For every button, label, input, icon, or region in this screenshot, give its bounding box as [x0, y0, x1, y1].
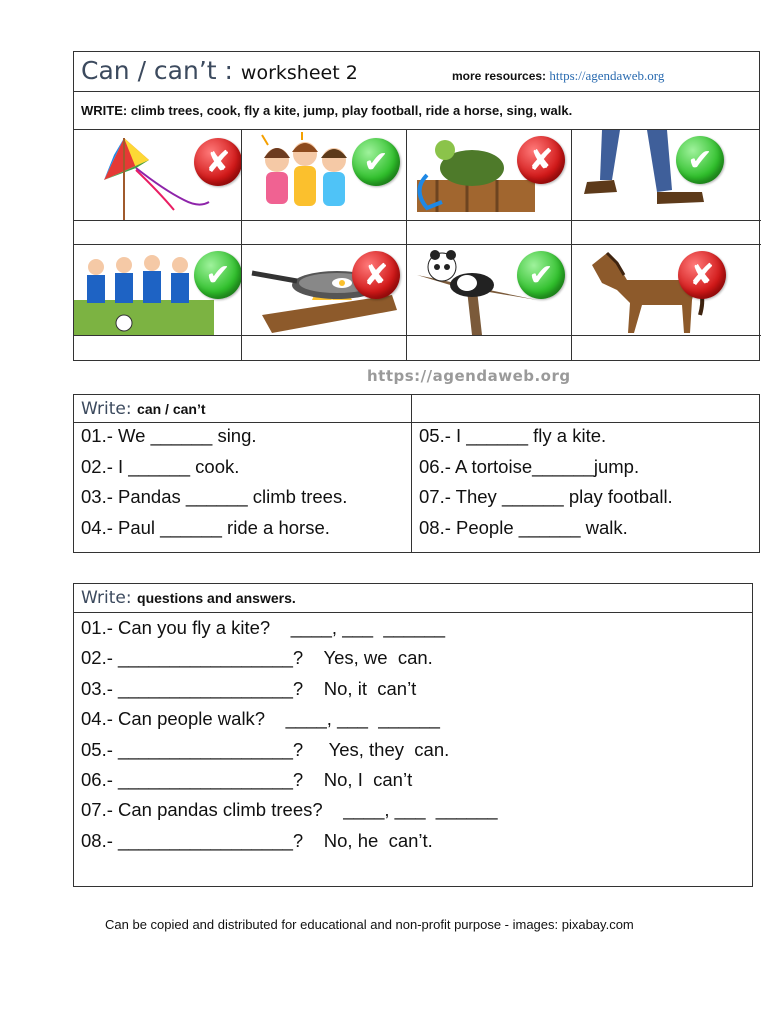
- horse-icon: [572, 245, 761, 336]
- exercise-sentence[interactable]: 04.- Paul ______ ride a horse.: [81, 516, 330, 538]
- exercise-sentence[interactable]: 06.- A tortoise______jump.: [419, 455, 640, 477]
- picture-grid: [74, 130, 759, 360]
- title-subtitle: worksheet 2: [240, 62, 358, 84]
- questions-answers-exercise: [73, 583, 753, 887]
- answer-blank[interactable]: [74, 221, 242, 245]
- picture-cell-football: [74, 245, 242, 336]
- can-cant-body: [74, 423, 759, 552]
- write-label: Write:: [81, 588, 132, 608]
- title-row: [74, 52, 759, 92]
- answer-blank[interactable]: [242, 336, 407, 360]
- qa-topic: questions and answers.: [137, 590, 296, 606]
- write-label: Write:: [81, 399, 132, 419]
- watermark: https://agendaweb.org: [367, 367, 571, 385]
- qa-body: [74, 613, 752, 860]
- can-cant-header: [74, 395, 759, 423]
- qa-line[interactable]: 02.- _________________? Yes, we can.: [81, 647, 433, 669]
- answer-blank[interactable]: [74, 336, 242, 360]
- cross-mark-icon: ✘: [678, 251, 726, 299]
- can-cant-left-column: [74, 423, 412, 552]
- can-cant-exercise: [73, 394, 760, 553]
- qa-line[interactable]: 05.- _________________? Yes, they can.: [81, 738, 450, 760]
- qa-heading: [74, 584, 752, 613]
- can-cant-topic: can / can’t: [137, 401, 206, 417]
- check-mark-icon: ✔: [517, 251, 565, 299]
- picture-cell-tortoise: [407, 130, 572, 221]
- qa-line[interactable]: 07.- Can pandas climb trees? ____, ___ ______: [81, 799, 498, 821]
- footer-note: Can be copied and distributed for educational and non-profit purpose - images: pixabay.com: [105, 917, 634, 932]
- answer-blank[interactable]: [242, 221, 407, 245]
- qa-line[interactable]: 06.- _________________? No, I can’t: [81, 768, 413, 790]
- exercise-sentence[interactable]: 01.- We ______ sing.: [81, 425, 257, 446]
- picture-cell-kite: [74, 130, 242, 221]
- legs-walking-icon: [572, 130, 761, 221]
- title-text: Can / can’t :: [81, 56, 233, 85]
- answer-blank[interactable]: [407, 221, 572, 245]
- resources-link[interactable]: https://agendaweb.org: [549, 68, 665, 83]
- picture-cell-horse: [572, 245, 761, 336]
- resources-label: more resources:: [452, 69, 547, 83]
- picture-cell-singing: [242, 130, 407, 221]
- resources-note: [452, 68, 664, 84]
- check-mark-icon: ✔: [352, 138, 400, 186]
- qa-line[interactable]: 01.- Can you fly a kite? ____, ___ ______: [81, 617, 446, 638]
- picture-cell-cooking: [242, 245, 407, 336]
- page-title: [81, 56, 358, 85]
- cross-mark-icon: ✘: [352, 251, 400, 299]
- exercise-sentence[interactable]: 08.- People ______ walk.: [419, 516, 628, 538]
- instruction-text: WRITE: climb trees, cook, fly a kite, jump, play football, ride a horse, sing, walk.: [74, 92, 759, 130]
- can-cant-heading: [74, 395, 412, 422]
- check-mark-icon: ✔: [676, 136, 724, 184]
- qa-line[interactable]: 03.- _________________? No, it can’t: [81, 677, 417, 699]
- answer-blank[interactable]: [572, 221, 761, 245]
- worksheet-picture-table: [73, 51, 760, 361]
- picture-cell-panda: [407, 245, 572, 336]
- cross-mark-icon: ✘: [517, 136, 565, 184]
- exercise-sentence[interactable]: 03.- Pandas ______ climb trees.: [81, 486, 348, 507]
- picture-cell-walking: [572, 130, 761, 221]
- answer-blank[interactable]: [572, 336, 761, 360]
- can-cant-right-column: [412, 423, 759, 552]
- cross-mark-icon: ✘: [194, 138, 242, 186]
- exercise-sentence[interactable]: 02.- I ______ cook.: [81, 455, 240, 477]
- qa-line[interactable]: 08.- _________________? No, he can’t.: [81, 829, 433, 851]
- answer-blank[interactable]: [407, 336, 572, 360]
- qa-line[interactable]: 04.- Can people walk? ____, ___ ______: [81, 708, 440, 730]
- exercise-sentence[interactable]: 07.- They ______ play football.: [419, 486, 673, 507]
- check-mark-icon: ✔: [194, 251, 242, 299]
- exercise-sentence[interactable]: 05.- I ______ fly a kite.: [419, 425, 607, 446]
